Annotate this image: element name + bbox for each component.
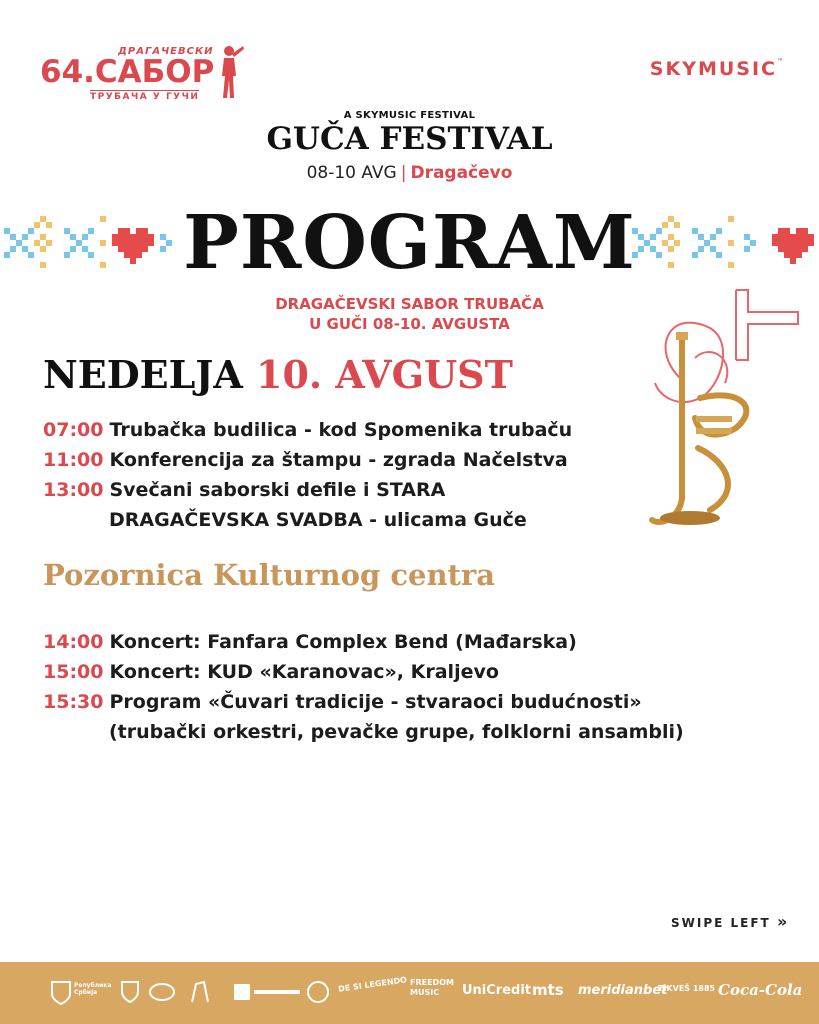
logo-bottom-text: ТРУБАЧА У ГУЧИ [90, 92, 200, 102]
events-stage [43, 627, 684, 747]
brand-name: SKYMUSIC [649, 58, 777, 80]
event-time: 15:00 [43, 661, 104, 683]
event-time: 15:30 [43, 691, 104, 713]
round-logo-icon [306, 980, 330, 1004]
sponsor-logo: Coca-Cola [718, 981, 803, 999]
list-item-continued [43, 505, 572, 535]
event-text: Trubačka budilica - kod Spomenika trubaču [109, 419, 573, 441]
dragacevo-logo-icon [232, 980, 302, 1004]
sponsor-logo: FREEDOM MUSIC [410, 978, 454, 997]
event-time: 11:00 [43, 449, 104, 471]
trumpeter-icon [214, 42, 244, 100]
date-separator: | [400, 163, 407, 183]
day-title [43, 352, 513, 397]
list-item [43, 627, 684, 657]
brand-tm: ™ [777, 58, 785, 65]
list-item-continued [43, 717, 684, 747]
sponsor-logo: DE SI LEGENDO [337, 975, 408, 994]
event-text: Svečani saborski defile i STARA [109, 479, 446, 501]
list-item [43, 415, 572, 445]
program-title: PROGRAM [183, 200, 636, 286]
list-item [43, 475, 572, 505]
festival-dates: 08-10 AVG [306, 163, 397, 183]
sponsor-logo: TIKVEŠ 1885 [658, 984, 716, 993]
swipe-label: SWIPE LEFT [671, 916, 771, 930]
event-text: Koncert: Fanfara Complex Bend (Mađarska) [109, 631, 577, 653]
stage-title: Pozornica Kulturnog centra [43, 558, 495, 592]
sponsor-logo: mts [532, 981, 564, 999]
events-main [43, 415, 572, 535]
double-chevron-right-icon: » [776, 912, 790, 931]
skymusic-brand [650, 58, 785, 80]
sabor-logo [40, 42, 250, 102]
trumpeter-logo-icon [186, 978, 216, 1006]
sponsor-logo: UniCredit [462, 983, 532, 998]
sponsor-footer [0, 962, 819, 1024]
ornament-logo-icon [148, 982, 176, 1002]
logo-top-text: ДРАГАЧЕВСКИ [118, 46, 214, 57]
event-time: 13:00 [43, 479, 104, 501]
event-time: 07:00 [43, 419, 104, 441]
program-subtitle-line: U GUČI 08-10. AVGUSTA [309, 315, 510, 333]
day-date: 10. AVGUST [256, 352, 513, 397]
trumpet-illustration [640, 288, 810, 538]
list-item [43, 687, 684, 717]
program-subtitle-line: DRAGAČEVSKI SABOR TRUBAČA [275, 295, 544, 313]
day-name: NEDELJA [43, 352, 243, 397]
crest-icon [120, 980, 140, 1004]
festival-title: GUČA FESTIVAL [266, 121, 553, 157]
list-item [43, 657, 684, 687]
festival-date-line [0, 163, 819, 183]
list-item [43, 445, 572, 475]
swipe-left-hint[interactable] [671, 912, 789, 931]
event-text-continued: DRAGAČEVSKA SVADBA - ulicama Guče [109, 509, 527, 531]
event-text: Program «Čuvari tradicije - stvaraoci budućnosti» [109, 691, 642, 713]
festival-subtitle: A SKYMUSIC FESTIVAL [343, 110, 476, 121]
logo-main-text: 64.САБОР [40, 54, 215, 90]
sponsor-logo: meridianbet [578, 983, 668, 998]
event-text-continued: (trubački orkestri, pevačke grupe, folklorni ansambli) [109, 721, 684, 743]
festival-place: Dragačevo [410, 163, 513, 183]
event-text: Koncert: KUD «Karanovac», Kraljevo [109, 661, 499, 683]
event-time: 14:00 [43, 631, 104, 653]
serbia-coat-of-arms-icon [50, 980, 72, 1006]
sponsor-logo: Република Србија [74, 982, 112, 996]
event-text: Konferencija za štampu - zgrada Načelstva [109, 449, 568, 471]
